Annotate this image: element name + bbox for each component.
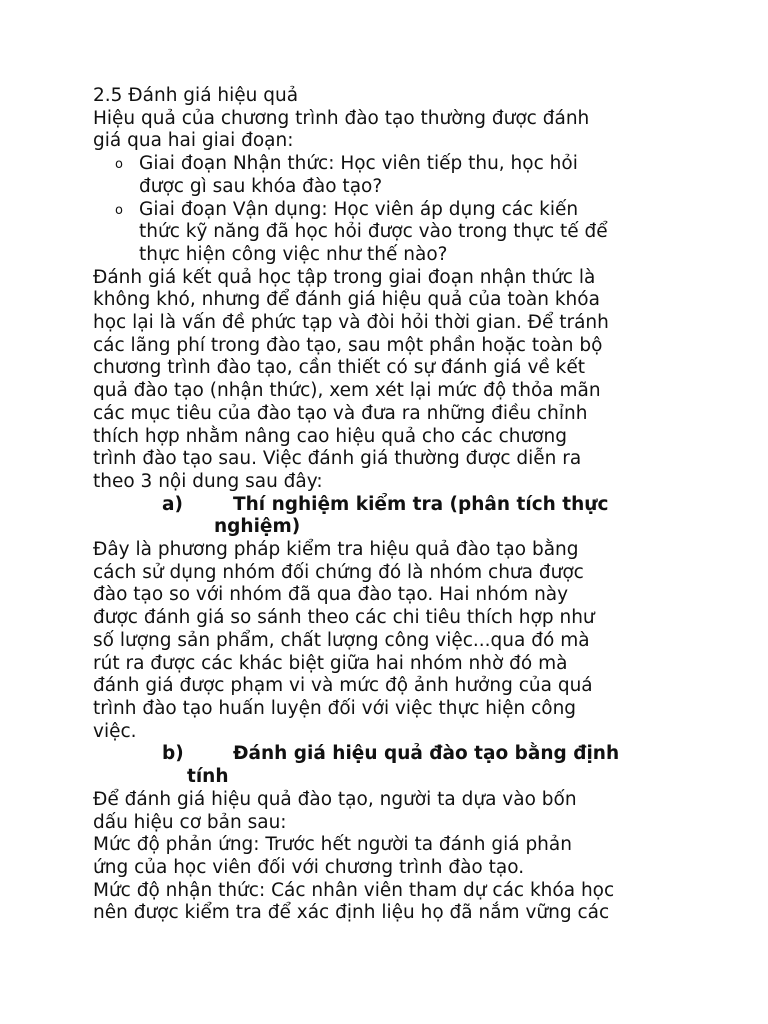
- paragraph-line: rút ra được các khác biệt giữa hai nhóm nhờ đó mà: [93, 652, 568, 674]
- paragraph-line: cách sử dụng nhóm đối chứng đó là nhóm chưa được: [93, 561, 584, 583]
- paragraph-2: [93, 539, 693, 743]
- paragraph-line: thích hợp nhằm nâng cao hiệu quả cho các chương: [93, 425, 567, 447]
- bullet-item: [93, 153, 693, 198]
- paragraph-line: chương trình đào tạo, cần thiết có sự đánh giá về kết: [93, 357, 586, 379]
- bullet-line: được gì sau khóa đào tạo?: [139, 175, 383, 197]
- paragraph-line: không khó, nhưng để đánh giá hiệu quả của toàn khóa: [93, 289, 600, 311]
- bullet-item: [93, 199, 693, 267]
- paragraph-line: đánh giá được phạm vi và mức độ ảnh hưởng của quá: [93, 675, 593, 697]
- paragraph-line: được đánh giá so sánh theo các chi tiêu thích hợp như: [93, 607, 595, 629]
- paragraph-line: các mục tiêu của đào tạo và đưa ra những điều chỉnh: [93, 402, 588, 424]
- paragraph-line: quả đào tạo (nhận thức), xem xét lại mức độ thỏa mãn: [93, 380, 601, 402]
- paragraph-1: [93, 267, 693, 494]
- paragraph-line: Để đánh giá hiệu quả đào tạo, người ta dựa vào bốn: [93, 788, 577, 810]
- paragraph-line: trình đào tạo huấn luyện đối với việc thực hiện công: [93, 697, 577, 719]
- paragraph-line: học lại là vấn đề phức tạp và đòi hỏi thời gian. Để tránh: [93, 312, 609, 334]
- paragraph-line: Mức độ phản ứng: Trước hết người ta đánh giá phản: [93, 834, 572, 856]
- paragraph-line: đào tạo so với nhóm đã qua đào tạo. Hai nhóm này: [93, 584, 569, 606]
- paragraph-line: ứng của học viên đối với chương trình đào tạo.: [93, 856, 525, 878]
- intro-line: Hiệu quả của chương trình đào tạo thường được đánh: [93, 107, 590, 129]
- bullet-line: Giai đoạn Nhận thức: Học viên tiếp thu, học hỏi: [139, 153, 578, 175]
- intro-line: giá qua hai giai đoạn:: [93, 130, 294, 152]
- paragraph-line: Mức độ nhận thức: Các nhân viên tham dự các khóa học: [93, 879, 615, 901]
- subheading-letter: a): [162, 493, 183, 515]
- subheading-letter: b): [162, 743, 184, 765]
- paragraph-line: số lượng sản phẩm, chất lượng công việc...qua đó mà: [93, 629, 590, 651]
- paragraph-line: trình đào tạo sau. Việc đánh giá thường được diễn ra: [93, 448, 582, 470]
- bullet-circle-icon: o: [115, 157, 123, 173]
- paragraph-line: nên được kiểm tra để xác định liệu họ đã nắm vững các: [93, 902, 610, 924]
- paragraph-3: [93, 789, 693, 925]
- paragraph-line: việc.: [93, 720, 137, 742]
- subheading-text: nghiệm): [214, 516, 301, 538]
- paragraph-line: Đánh giá kết quả học tập trong giai đoạn nhận thức là: [93, 266, 596, 288]
- paragraph-line: Đây là phương pháp kiểm tra hiệu quả đào tạo bằng: [93, 539, 579, 561]
- subheading-text: Đánh giá hiệu quả đào tạo bằng định: [233, 743, 620, 765]
- bullet-line: thức kỹ năng đã học hỏi được vào trong thực tế để: [139, 221, 608, 243]
- paragraph-line: theo 3 nội dung sau đây:: [93, 470, 323, 492]
- bullet-circle-icon: o: [115, 202, 123, 218]
- paragraph-line: dấu hiệu cơ bản sau:: [93, 811, 287, 833]
- paragraph-line: các lãng phí trong đào tạo, sau một phần hoặc toàn bộ: [93, 334, 603, 356]
- subheading-text: Thí nghiệm kiểm tra (phân tích thực: [233, 493, 609, 515]
- subheading-b: [93, 743, 693, 788]
- bullet-line: Giai đoạn Vận dụng: Học viên áp dụng các kiến: [139, 198, 579, 220]
- bullet-line: thực hiện công việc như thế nào?: [139, 243, 448, 265]
- document-page: [93, 85, 693, 925]
- subheading-text: tính: [187, 766, 229, 788]
- subheading-a: [93, 494, 693, 539]
- section-heading: 2.5 Đánh giá hiệu quả: [93, 85, 299, 106]
